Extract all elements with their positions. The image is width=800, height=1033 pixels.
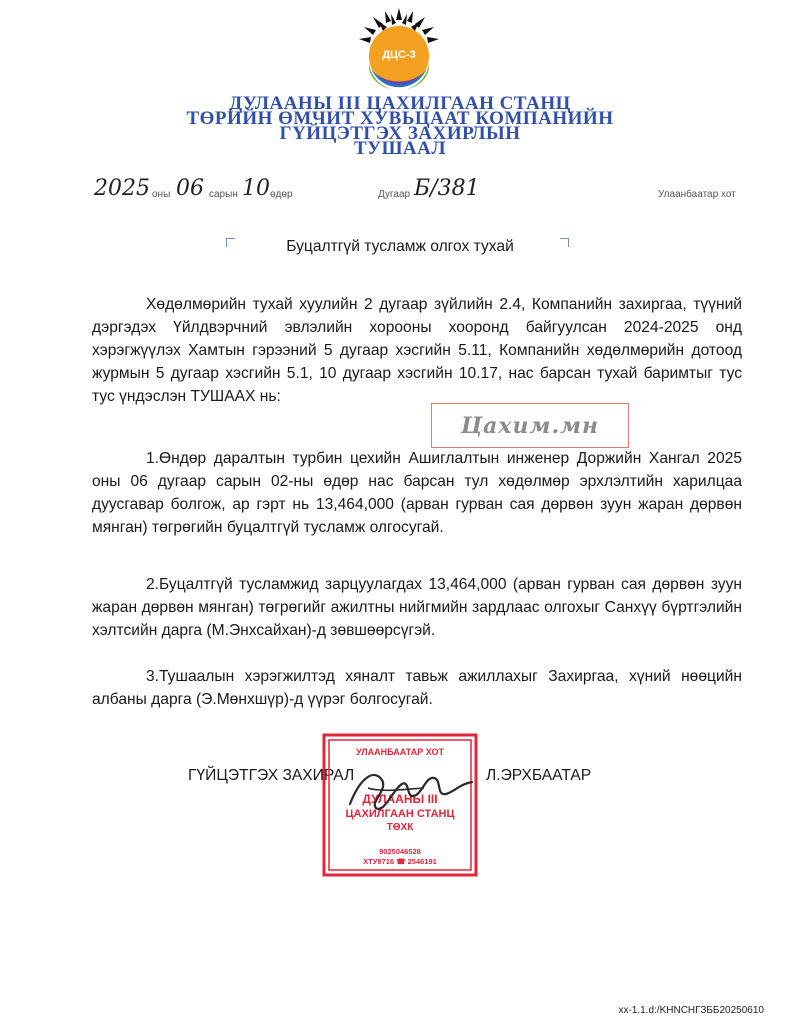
number-label: Дугаар (378, 189, 411, 200)
stamp-line-3: ТӨХК (386, 822, 414, 833)
order-number: Б/381 (414, 176, 480, 201)
year-label: оны (152, 189, 171, 200)
company-logo (355, 6, 443, 90)
order-month: 06 (176, 176, 204, 201)
city-label: Улаанбаатар хот (658, 189, 736, 200)
stamp-top-text: УЛААНБААТАР ХОТ (356, 747, 444, 757)
handwritten-signature (340, 758, 480, 818)
stamp-reg-1: 9025046528 (379, 847, 421, 856)
stamp-reg-2: ХТУ9716 ☎ 2546191 (363, 857, 437, 866)
order-year: 2025 (94, 176, 150, 201)
signatory-name: Л.ЭРХБААТАР (486, 767, 592, 784)
header-line-3: ГҮЙЦЭТГЭХ ЗАХИРЛЫН (279, 123, 521, 144)
order-day: 10 (242, 176, 270, 201)
order-item-2: 2.Буцалтгүй тусламжид зарцуулагдах 13,464,000 (арван гурван сая дөрвөн зуун жаран дөрвөн мянган) төгрөгийг ажилтны нийгмийн зардлаас олгохыг Санхүү бүртгэлийн хэлтсийн дарга (М.Энхсайхан)-д зөвшөөрсүгэй. (92, 576, 742, 639)
month-label: сарын (209, 189, 238, 200)
header-line-1: ДУЛААНЫ III ЦАХИЛГААН СТАНЦ (229, 93, 571, 114)
order-item-3: 3.Тушаалын хэрэгжилтэд хяналт тавьж ажиллахыг Захиргаа, хүний нөөцийн албаны дарга (Э.Мөнхшүр)-д үүрэг болгосугай. (92, 668, 742, 708)
day-label: өдөр (270, 189, 293, 200)
document-footer-code: хх-1.1.d:/KHNCHГЗББ20250610 (618, 1005, 764, 1016)
stamp-line-2: ЦАХИЛГААН СТАНЦ (345, 808, 455, 820)
order-item-1: 1.Өндөр даралтын турбин цехийн Ашиглалтын инженер Доржийн Хангал 2025 оны 06 дугаар сарын 02-ны өдөр нас барсан тул хөдөлмөр эрхлэлтийн харилцаа дуусгавар болгож, ар гэрт нь 13,464,000 (арван гурван сая дөрвөн зуун жаран дөрвөн мянган) төгрөгийн буцалтгүй тусламж олгосугай. (92, 450, 742, 536)
header-line-2: ТӨРИЙН ӨМЧИТ ХУВЬЦААТ КОМПАНИЙН (186, 108, 614, 129)
signatory-position: ГҮЙЦЭТГЭХ ЗАХИРАЛ (188, 767, 355, 784)
watermark-text: Цахим.мн (460, 412, 600, 439)
preamble-paragraph: Хөдөлмөрийн тухай хуулийн 2 дугаар зүйлийн 2.4, Компанийн захиргаа, түүний дэргэдэх Үйлдвэрчний эвлэлийн хорооны хооронд байгуулсан 2024-2025 онд хэрэгжүүлэх Хамтын гэрээний 5 дугаар хэсгийн 5.11, Компанийн хөдөлмөрийн дотоод журмын 5 дугаар хэсгийн 5.1, 10 дугаар хэсгийн 10.17, нас барсан тухай баримтыг тус тус үндэслэн ТУШААХ нь: (92, 296, 742, 405)
order-meta-row (92, 176, 752, 206)
stamp-line-1: ДУЛААНЫ III (362, 792, 438, 806)
document-title: Буцалтгүй тусламж олгох тухай (286, 238, 514, 255)
logo-text: ДЦС-3 (382, 49, 416, 61)
header-line-4: ТУШААЛ (353, 138, 447, 159)
watermark-box (431, 403, 629, 448)
